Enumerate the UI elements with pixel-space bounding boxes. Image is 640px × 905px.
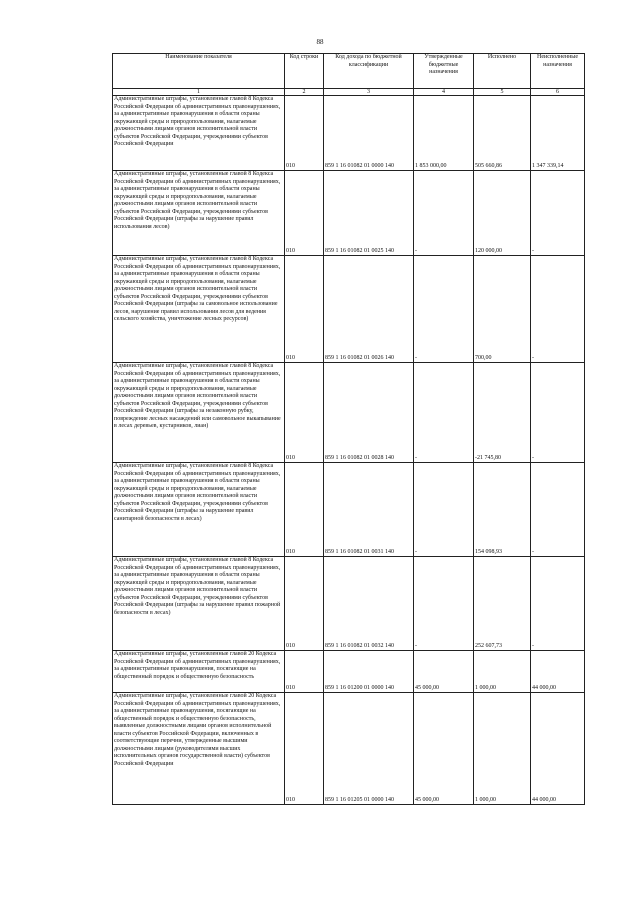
row-income-code: 859 1 16 01205 01 0000 140 [324,693,414,805]
row-name: Административные штрафы, установленные главой 8 Кодекса Российской Федерации об административных правонарушениях, за административные правонарушения в области охраны окружающей среды и природопользования, налагаемые должностными лицами органов исполнительной власти субъектов Российской Федерации, учреждениями субъектов Российской Федерации (штрафы за незаконную рубку, повреждение лесных насаждений или самовольное выкапывание в лесах деревьев, кустарников, лиан) [113,363,285,463]
table-row [113,557,585,651]
row-unexecuted: 44 000,00 [531,651,585,693]
row-line-code: 010 [285,693,324,805]
table-row [113,171,585,256]
row-line-code: 010 [285,171,324,256]
header-executed: Исполнено [474,54,531,89]
row-executed: 700,00 [474,256,531,363]
row-approved: - [414,363,474,463]
row-name: Административные штрафы, установленные главой 8 Кодекса Российской Федерации об административных правонарушениях, за административные правонарушения в области охраны окружающей среды и природопользования, налагаемые должностными лицами органов исполнительной власти субъектов Российской Федерации, учреждениями субъектов Российской Федерации (штрафы за нарушение правил санитарной безопасности в лесах) [113,463,285,557]
header-name: Наименование показателя [113,54,285,89]
row-unexecuted: - [531,363,585,463]
row-line-code: 010 [285,557,324,651]
row-name: Административные штрафы, установленные главой 8 Кодекса Российской Федерации об административных правонарушениях, за административные правонарушения в области охраны окружающей среды и природопользования, налагаемые должностными лицами органов исполнительной власти субъектов Российской Федерации, учреждениями субъектов Российской Федерации [113,96,285,171]
row-approved: - [414,256,474,363]
row-name: Административные штрафы, установленные главой 8 Кодекса Российской Федерации об административных правонарушениях, за административные правонарушения в области охраны окружающей среды и природопользования, налагаемые должностными лицами органов исполнительной власти субъектов Российской Федерации, учреждениями субъектов Российской Федерации (штрафы за самовольное использование лесов, нарушение правил использования лесов для ведения сельского хозяйства, уничтожение лесных ресурсов) [113,256,285,363]
row-approved: 45 000,00 [414,693,474,805]
table-row [113,256,585,363]
row-line-code: 010 [285,256,324,363]
row-income-code: 859 1 16 01082 01 0032 140 [324,557,414,651]
row-executed: 154 098,93 [474,463,531,557]
row-name: Административные штрафы, установленные главой 20 Кодекса Российской Федерации об административных правонарушениях, за административные правонарушения, посягающие на общественный порядок и общественную безопасность, выявленные должностными лицами органов исполнительной власти субъектов Российской Федерации, включенных в соответствующие перечни, утвержденные высшими должностными лицами (руководителями высших исполнительных органов государственной власти) субъектов Российской Федерации [113,693,285,805]
row-line-code: 010 [285,96,324,171]
header-row [113,54,585,89]
row-line-code: 010 [285,463,324,557]
table-row [113,96,585,171]
table-row [113,693,585,805]
row-executed: 1 000,00 [474,651,531,693]
row-approved: - [414,557,474,651]
row-line-code: 010 [285,363,324,463]
row-name: Административные штрафы, установленные главой 20 Кодекса Российской Федерации об административных правонарушениях, за административные правонарушения, посягающие на общественный порядок и общественную безопасность [113,651,285,693]
row-income-code: 859 1 16 01200 01 0000 140 [324,651,414,693]
row-line-code: 010 [285,651,324,693]
row-approved: - [414,463,474,557]
column-number: 5 [474,89,531,96]
row-income-code: 859 1 16 01082 01 0026 140 [324,256,414,363]
row-name: Административные штрафы, установленные главой 8 Кодекса Российской Федерации об административных правонарушениях, за административные правонарушения в области охраны окружающей среды и природопользования, налагаемые должностными лицами органов исполнительной власти субъектов Российской Федерации, учреждениями субъектов Российской Федерации (штрафы за нарушение правил использования лесов) [113,171,285,256]
header-income-code: Код дохода по бюджетной классификации [324,54,414,89]
column-number: 2 [285,89,324,96]
header-approved: Утвержденные бюджетные назначения [414,54,474,89]
row-approved: 1 853 000,00 [414,96,474,171]
row-executed: 252 607,73 [474,557,531,651]
page-number: 88 [316,38,324,46]
row-executed: 120 000,00 [474,171,531,256]
row-unexecuted: - [531,463,585,557]
row-unexecuted: - [531,256,585,363]
row-executed: -21 745,80 [474,363,531,463]
table-row [113,363,585,463]
row-approved: 45 000,00 [414,651,474,693]
row-unexecuted: - [531,557,585,651]
header-line-code: Код строки [285,54,324,89]
column-number: 3 [324,89,414,96]
row-unexecuted: 1 347 339,14 [531,96,585,171]
row-income-code: 859 1 16 01082 01 0025 140 [324,171,414,256]
budget-execution-table [112,53,585,805]
row-executed: 505 660,86 [474,96,531,171]
table-row [113,651,585,693]
header-unexecuted: Неисполненные назначения [531,54,585,89]
column-number: 1 [113,89,285,96]
column-number: 6 [531,89,585,96]
row-name: Административные штрафы, установленные главой 8 Кодекса Российской Федерации об административных правонарушениях, за административные правонарушения в области охраны окружающей среды и природопользования, налагаемые должностными лицами органов исполнительной власти субъектов Российской Федерации, учреждениями субъектов Российской Федерации (штрафы за нарушение правил пожарной безопасности в лесах) [113,557,285,651]
column-number-row [113,89,585,96]
row-income-code: 859 1 16 01082 01 0028 140 [324,363,414,463]
table-row [113,463,585,557]
row-unexecuted: 44 000,00 [531,693,585,805]
row-unexecuted: - [531,171,585,256]
row-income-code: 859 1 16 01082 01 0000 140 [324,96,414,171]
row-approved: - [414,171,474,256]
row-income-code: 859 1 16 01082 01 0031 140 [324,463,414,557]
column-number: 4 [414,89,474,96]
row-executed: 1 000,00 [474,693,531,805]
